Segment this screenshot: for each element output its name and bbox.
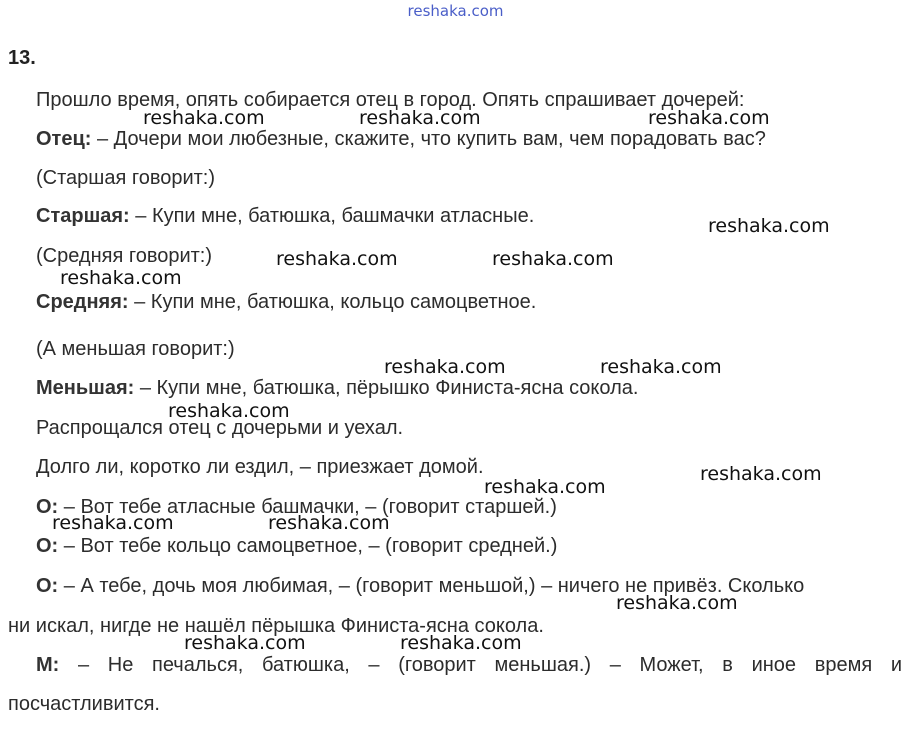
watermark: reshaka.com (600, 356, 722, 378)
narration-line (8, 692, 160, 716)
dialogue-line (36, 376, 638, 400)
line-text: – А тебе, дочь моя любимая, – (говорит меньшой,) – ничего не привёз. Сколько (58, 575, 805, 597)
dialogue-line (36, 127, 766, 151)
line-text: посчастливится. (8, 693, 160, 715)
watermark: reshaka.com (484, 476, 606, 498)
line-text: – Купи мне, батюшка, пёрышко Финиста-ясна сокола. (134, 377, 639, 399)
line-text: Долго ли, коротко ли ездил, – приезжает домой. (36, 456, 484, 478)
narration-line (36, 455, 484, 479)
line-text: – Не печалься, батюшка, – (говорит меньшая.) – Может, в иное время и (59, 654, 902, 676)
watermark: reshaka.com (184, 632, 306, 654)
line-text: – Вот тебе атласные башмачки, – (говорит старшей.) (58, 496, 557, 518)
stage-direction (36, 337, 235, 361)
watermark: reshaka.com (143, 107, 265, 129)
watermark: reshaka.com (616, 592, 738, 614)
dialogue-line (36, 534, 557, 558)
watermark: reshaka.com (648, 107, 770, 129)
line-text: Прошло время, опять собирается отец в город. Опять спрашивает дочерей: (36, 89, 745, 111)
watermark: reshaka.com (60, 267, 182, 289)
watermark: reshaka.com (492, 248, 614, 270)
line-text: – Дочери мои любезные, скажите, что купить вам, чем порадовать вас? (91, 128, 766, 150)
watermark: reshaka.com (384, 356, 506, 378)
line-text: (Старшая говорит:) (36, 167, 216, 189)
line-text: (А меньшая говорит:) (36, 338, 235, 360)
stage-direction (36, 166, 215, 190)
line-text: Распрощался отец с дочерьми и уехал. (36, 417, 404, 439)
speaker-label: Старшая: (36, 205, 130, 227)
speaker-label: Меньшая: (36, 377, 135, 399)
watermark: reshaka.com (268, 512, 390, 534)
speaker-label: Средняя: (36, 291, 129, 313)
header-watermark: reshaka.com (407, 2, 504, 20)
line-text: ни искал, нигде не нашёл пёрышка Финиста-ясна сокола. (8, 615, 544, 637)
dialogue-line (36, 290, 536, 314)
speaker-label: Отец: (36, 128, 92, 150)
line-text: – Купи мне, батюшка, кольцо самоцветное. (128, 291, 537, 313)
watermark: reshaka.com (276, 248, 398, 270)
watermark: reshaka.com (708, 215, 830, 237)
task-number: 13. (8, 47, 36, 69)
speaker-label: О: (36, 575, 59, 597)
watermark: reshaka.com (52, 512, 174, 534)
line-text: (Средняя говорит:) (36, 245, 213, 267)
watermark: reshaka.com (700, 463, 822, 485)
speaker-label: М: (36, 654, 60, 676)
watermark: reshaka.com (359, 107, 481, 129)
speaker-label: О: (36, 535, 59, 557)
line-text: – Вот тебе кольцо самоцветное, – (говорит средней.) (58, 535, 558, 557)
dialogue-line (36, 204, 534, 228)
watermark: reshaka.com (400, 632, 522, 654)
dialogue-line (36, 653, 902, 677)
stage-direction (36, 244, 212, 268)
speaker-label: О: (36, 496, 59, 518)
watermark: reshaka.com (168, 400, 290, 422)
line-text: – Купи мне, батюшка, башмачки атласные. (129, 205, 535, 227)
